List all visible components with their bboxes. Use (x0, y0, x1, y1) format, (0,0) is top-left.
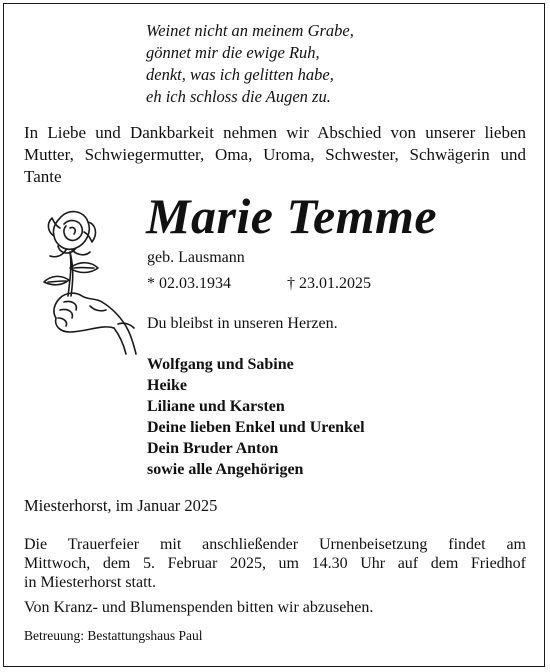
farewell-text (24, 122, 526, 188)
rose-in-hand-icon (30, 206, 138, 356)
mourner-entry: Dein Bruder Anton (147, 440, 279, 457)
farewell-line: Mutter, Schwiegermutter, Oma, Uroma, Schwester, Schwägerin und (24, 145, 526, 164)
life-dates (147, 274, 371, 294)
poem-line: Weinet nicht an meinem Grabe, (146, 21, 354, 40)
birth-name: geb. Lausmann (147, 249, 245, 266)
mourner-entry: Heike (147, 377, 187, 394)
death-date: † 23.01.2025 (287, 275, 371, 292)
poem-line: gönnet mir die ewige Ruh, (146, 43, 320, 62)
funeral-service-info (24, 535, 526, 592)
mourner-entry: Liliane und Karsten (147, 398, 285, 415)
flowers-note: Von Kranz- und Blumenspenden bitten wir abzusehen. (24, 599, 374, 616)
mourner-entry: sowie alle Angehörigen (147, 461, 304, 478)
birth-date: * 02.03.1934 (147, 275, 231, 292)
farewell-line: Tante (24, 167, 62, 186)
mourner-entry: Deine lieben Enkel und Urenkel (147, 419, 365, 436)
funeral-home-credit: Betreuung: Bestattungshaus Paul (24, 628, 203, 643)
poem-line: denkt, was ich gelitten habe, (146, 65, 334, 84)
mourners-list (147, 354, 365, 480)
poem-line: eh ich schloss die Augen zu. (146, 87, 331, 106)
service-line: Mittwoch, dem 5. Februar 2025, um 14.30 Uhr auf dem Friedhof (24, 555, 526, 572)
service-line: Die Trauerfeier mit anschließender Urnenbeisetzung findet am (24, 536, 526, 553)
service-line: in Miesterhorst statt. (24, 574, 156, 591)
place-and-date: Miesterhorst, im Januar 2025 (24, 496, 218, 515)
farewell-line: In Liebe und Dankbarkeit nehmen wir Abschied von unserer lieben (24, 123, 526, 142)
deceased-name: Marie Temme (146, 188, 438, 244)
memorial-motto: Du bleibst in unseren Herzen. (147, 315, 338, 332)
mourner-entry: Wolfgang und Sabine (147, 356, 294, 373)
memorial-poem (146, 20, 354, 108)
